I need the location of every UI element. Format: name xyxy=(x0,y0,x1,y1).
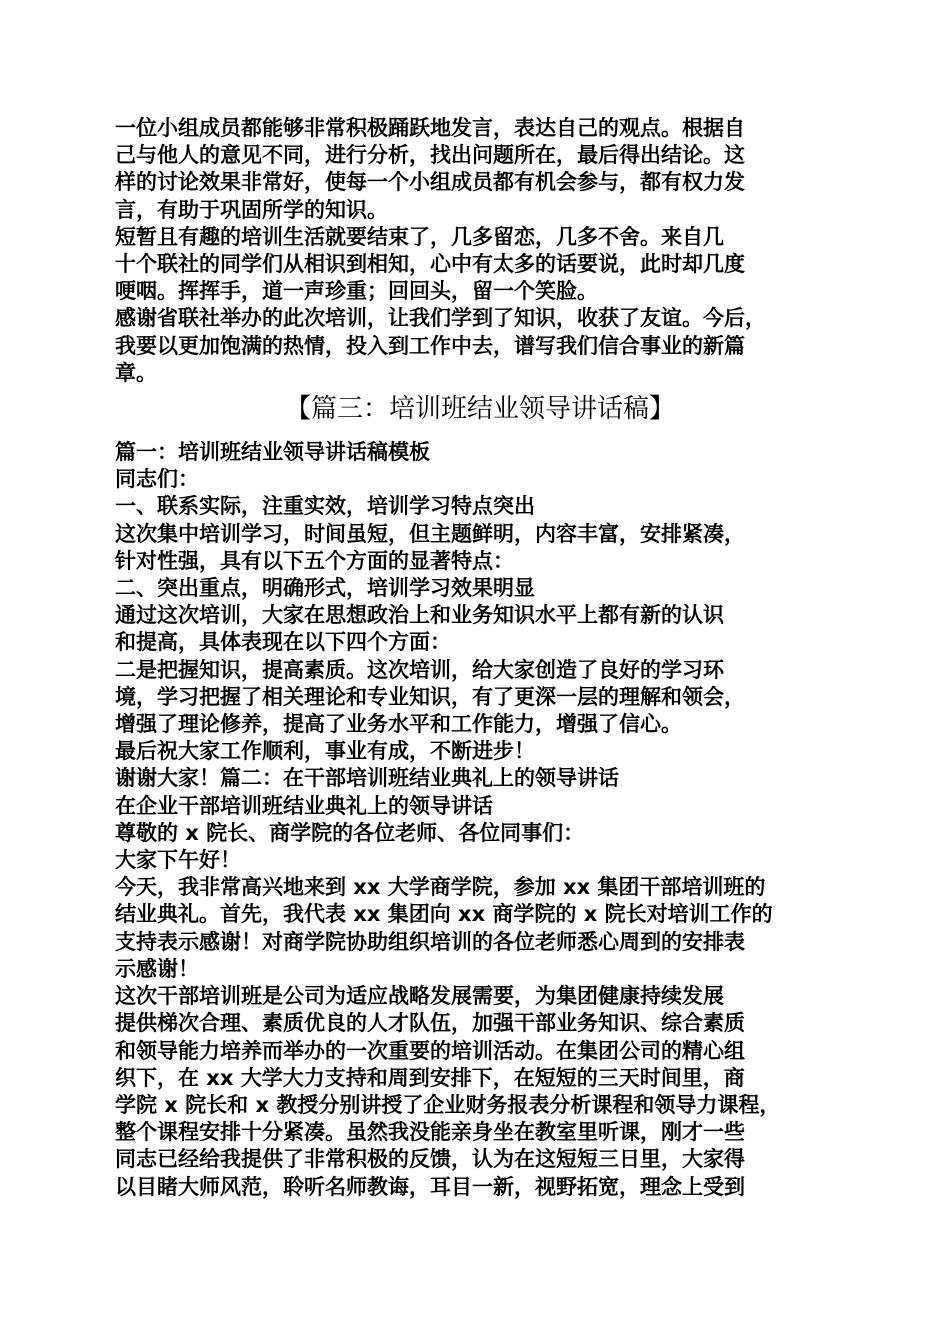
text-line: 己与他人的意见不同，进行分析，找出问题所在，最后得出结论。这 xyxy=(115,143,745,168)
text-line: 示感谢！ xyxy=(115,956,199,981)
text-line: 整个课程安排十分紧凑。虽然我没能亲身坐在教室里听课，刚才一些 xyxy=(115,1120,745,1145)
text-line: 和提高，具体表现在以下四个方面： xyxy=(115,630,451,655)
text-line: 在企业干部培训班结业典礼上的领导讲话 xyxy=(115,793,493,818)
text-line: 提供梯次合理、素质优良的人才队伍，加强干部业务知识、综合素质 xyxy=(115,1011,745,1036)
text-line: 通过这次培训，大家在思想政治上和业务知识水平上都有新的认识 xyxy=(115,603,724,628)
text-line: 二是把握知识，提高素质。这次培训，给大家创造了良好的学习环 xyxy=(115,657,724,682)
text-line: 样的讨论效果非常好，使每一个小组成员都有机会参与，都有权力发 xyxy=(115,170,745,195)
text-line: 针对性强，具有以下五个方面的显著特点： xyxy=(115,548,514,573)
text-line: 这次集中培训学习，时间虽短，但主题鲜明，内容丰富，安排紧凑， xyxy=(115,521,745,546)
text-line: 最后祝大家工作顺利，事业有成，不断进步！ xyxy=(115,739,535,764)
text-line: 我要以更加饱满的热情，投入到工作中去，谱写我们信合事业的新篇 xyxy=(115,333,745,358)
text-line: 境，学习把握了相关理论和专业知识，有了更深一层的理解和领会， xyxy=(115,684,745,709)
text-line: 大家下午好！ xyxy=(115,848,241,873)
text-line: 章。 xyxy=(115,360,157,385)
text-line: 感谢省联社举办的此次培训，让我们学到了知识，收获了友谊。今后， xyxy=(115,306,766,331)
text-line: 今天，我非常高兴地来到 xx 大学商学院，参加 xx 集团干部培训班的 xyxy=(115,875,766,900)
text-line: 哽咽。挥挥手，道一声珍重；回回头，留一个笑脸。 xyxy=(115,279,598,304)
text-block-2 xyxy=(115,439,845,1201)
text-line: 结业典礼。首先，我代表 xx 集团向 xx 商学院的 x 院长对培训工作的 xyxy=(115,902,773,927)
text-line: 学院 x 院长和 x 教授分别讲授了企业财务报表分析课程和领导力课程， xyxy=(115,1092,781,1117)
text-line: 增强了理论修养，提高了业务水平和工作能力，增强了信心。 xyxy=(115,712,682,737)
text-line: 篇一：培训班结业领导讲话稿模板 xyxy=(115,440,430,465)
text-line: 谢谢大家！篇二：在干部培训班结业典礼上的领导讲话 xyxy=(115,766,619,791)
text-line: 同志们： xyxy=(115,467,199,492)
text-line: 这次干部培训班是公司为适应战略发展需要，为集团健康持续发展 xyxy=(115,984,724,1009)
text-line: 一位小组成员都能够非常积极踊跃地发言，表达自己的观点。根据自 xyxy=(115,116,745,140)
text-line: 一、联系实际，注重实效，培训学习特点突出 xyxy=(115,494,535,519)
text-line: 短暂且有趣的培训生活就要结束了，几多留恋，几多不舍。来自几 xyxy=(115,224,724,249)
text-line: 同志已经给我提供了非常积极的反馈，认为在这短短三日里，大家得 xyxy=(115,1147,745,1172)
text-line: 织下，在 xx 大学大力支持和周到安排下，在短短的三天时间里，商 xyxy=(115,1065,745,1090)
text-line: 二、突出重点，明确形式，培训学习效果明显 xyxy=(115,576,535,601)
text-line: 以目睹大师风范，聆听名师教诲，耳目一新，视野拓宽，理念上受到 xyxy=(115,1174,745,1199)
text-line: 支持表示感谢！对商学院协助组织培训的各位老师悉心周到的安排表 xyxy=(115,929,745,954)
text-line: 和领导能力培养而举办的一次重要的培训活动。在集团公司的精心组 xyxy=(115,1038,745,1063)
text-line: 言，有助于巩固所学的知识。 xyxy=(115,197,388,222)
document-page xyxy=(115,115,845,1201)
text-line: 十个联社的同学们从相识到相知，心中有太多的话要说，此时却几度 xyxy=(115,252,745,277)
text-line: 尊敬的 x 院长、商学院的各位老师、各位同事们： xyxy=(115,820,585,845)
section-heading: 【篇三：培训班结业领导讲话稿】 xyxy=(284,394,675,425)
text-block-1 xyxy=(115,115,845,387)
